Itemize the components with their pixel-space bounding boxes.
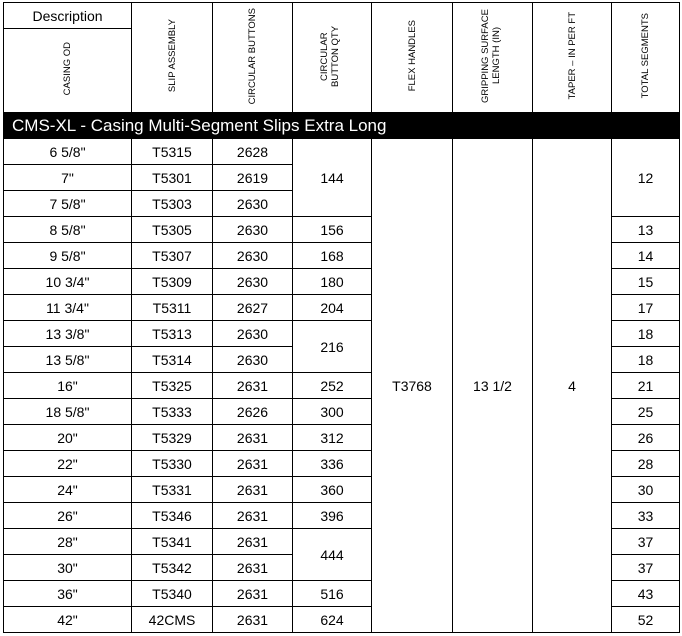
slip-assembly-cell: T5330: [132, 451, 213, 477]
circular-buttons-cell: 2627: [213, 295, 293, 321]
flex-handles-cell: T3768: [372, 139, 453, 633]
total-segments-cell: 26: [612, 425, 680, 451]
circular-buttons-cell: 2630: [213, 347, 293, 373]
casing-od-cell: 16": [4, 373, 132, 399]
slip-assembly-cell: T5340: [132, 581, 213, 607]
table-row: [4, 139, 680, 165]
slip-assembly-cell: T5341: [132, 529, 213, 555]
col-label-casing-od: CASING OD: [62, 42, 73, 96]
col-label-slip-assembly: SLIP ASSEMBLY: [166, 19, 178, 93]
casing-od-cell: 13 5/8": [4, 347, 132, 373]
col-label-flex-handles: FLEX HANDLES: [406, 20, 418, 92]
total-segments-cell: 33: [612, 503, 680, 529]
casing-od-cell: 30": [4, 555, 132, 581]
casing-od-cell: 10 3/4": [4, 269, 132, 295]
slip-assembly-cell: T5309: [132, 269, 213, 295]
button-qty-cell: 156: [293, 217, 372, 243]
casing-od-cell: 20": [4, 425, 132, 451]
description-header: Description: [4, 3, 132, 29]
casing-od-cell: 11 3/4": [4, 295, 132, 321]
button-qty-cell: 624: [293, 607, 372, 633]
col-header-flex-handles: [372, 3, 453, 113]
casing-od-cell: 24": [4, 477, 132, 503]
button-qty-cell: 252: [293, 373, 372, 399]
slip-assembly-cell: T5329: [132, 425, 213, 451]
section-title: CMS-XL - Casing Multi-Segment Slips Extra Long: [4, 113, 612, 139]
total-segments-cell: 37: [612, 555, 680, 581]
total-segments-cell: 17: [612, 295, 680, 321]
total-segments-cell: 21: [612, 373, 680, 399]
total-segments-cell: 18: [612, 321, 680, 347]
slip-assembly-cell: T5305: [132, 217, 213, 243]
button-qty-cell: 444: [293, 529, 372, 581]
button-qty-cell: 204: [293, 295, 372, 321]
button-qty-cell: 336: [293, 451, 372, 477]
total-segments-cell: 25: [612, 399, 680, 425]
col-label-circular-buttons: CIRCULAR BUTTONS: [247, 7, 258, 105]
circular-buttons-cell: 2630: [213, 269, 293, 295]
casing-od-cell: 28": [4, 529, 132, 555]
circular-buttons-cell: 2626: [213, 399, 293, 425]
circular-buttons-cell: 2631: [213, 451, 293, 477]
button-qty-cell: 396: [293, 503, 372, 529]
slip-assembly-cell: T5346: [132, 503, 213, 529]
total-segments-cell: 43: [612, 581, 680, 607]
slip-assembly-cell: T5313: [132, 321, 213, 347]
button-qty-cell: 312: [293, 425, 372, 451]
total-segments-cell: 52: [612, 607, 680, 633]
circular-buttons-cell: 2631: [213, 607, 293, 633]
casing-od-cell: 9 5/8": [4, 243, 132, 269]
circular-buttons-cell: 2619: [213, 165, 293, 191]
circular-buttons-cell: 2631: [213, 425, 293, 451]
casing-od-cell: 7 5/8": [4, 191, 132, 217]
slip-assembly-cell: T5307: [132, 243, 213, 269]
casing-od-cell: 42": [4, 607, 132, 633]
circular-buttons-cell: 2630: [213, 321, 293, 347]
button-qty-cell: 516: [293, 581, 372, 607]
slip-assembly-cell: T5315: [132, 139, 213, 165]
circular-buttons-cell: 2631: [213, 529, 293, 555]
slip-assembly-cell: T5333: [132, 399, 213, 425]
col-header-taper: [533, 3, 612, 113]
total-segments-cell: 18: [612, 347, 680, 373]
casing-od-cell: 8 5/8": [4, 217, 132, 243]
total-segments-cell: 12: [612, 139, 680, 217]
col-header-casing-od: [4, 29, 132, 113]
table-body: [4, 139, 680, 633]
total-segments-cell: 15: [612, 269, 680, 295]
slip-assembly-cell: 42CMS: [132, 607, 213, 633]
total-segments-cell: 28: [612, 451, 680, 477]
col-label-taper: TAPER – IN PER FT: [566, 12, 578, 100]
slip-assembly-cell: T5314: [132, 347, 213, 373]
button-qty-cell: 180: [293, 269, 372, 295]
total-segments-cell: 13: [612, 217, 680, 243]
circular-buttons-cell: 2631: [213, 555, 293, 581]
total-segments-cell: 30: [612, 477, 680, 503]
col-label-total-segments: TOTAL SEGMENTS: [640, 13, 651, 99]
col-header-button-qty: [293, 3, 372, 113]
circular-buttons-cell: 2628: [213, 139, 293, 165]
button-qty-cell: 216: [293, 321, 372, 373]
casing-od-cell: 6 5/8": [4, 139, 132, 165]
button-qty-cell: 168: [293, 243, 372, 269]
section-blank-cell: [612, 113, 680, 139]
casing-od-cell: 18 5/8": [4, 399, 132, 425]
col-header-total-segments: [612, 3, 680, 113]
slip-assembly-cell: T5303: [132, 191, 213, 217]
col-label-button-qty: CIRCULAR BUTTON QTY: [319, 25, 341, 87]
button-qty-cell: 360: [293, 477, 372, 503]
circular-buttons-cell: 2631: [213, 503, 293, 529]
slip-assembly-cell: T5325: [132, 373, 213, 399]
circular-buttons-cell: 2631: [213, 581, 293, 607]
slip-assembly-cell: T5311: [132, 295, 213, 321]
casing-od-cell: 7": [4, 165, 132, 191]
col-header-gripping-length: [453, 3, 533, 113]
casing-od-cell: 22": [4, 451, 132, 477]
total-segments-cell: 14: [612, 243, 680, 269]
slip-assembly-cell: T5301: [132, 165, 213, 191]
col-header-circular-buttons: [213, 3, 293, 113]
button-qty-cell: 144: [293, 139, 372, 217]
casing-od-cell: 26": [4, 503, 132, 529]
circular-buttons-cell: 2631: [213, 477, 293, 503]
slip-assembly-cell: T5342: [132, 555, 213, 581]
circular-buttons-cell: 2630: [213, 243, 293, 269]
button-qty-cell: 300: [293, 399, 372, 425]
col-label-gripping-length: GRIPPING SURFACE LENGTH (IN): [479, 9, 502, 103]
slip-assembly-cell: T5331: [132, 477, 213, 503]
casing-od-cell: 36": [4, 581, 132, 607]
col-header-slip-assembly: [132, 3, 213, 113]
gripping-length-cell: 13 1/2: [453, 139, 533, 633]
casing-slips-spec-table: [3, 2, 680, 633]
casing-od-cell: 13 3/8": [4, 321, 132, 347]
total-segments-cell: 37: [612, 529, 680, 555]
circular-buttons-cell: 2631: [213, 373, 293, 399]
circular-buttons-cell: 2630: [213, 191, 293, 217]
circular-buttons-cell: 2630: [213, 217, 293, 243]
taper-cell: 4: [533, 139, 612, 633]
